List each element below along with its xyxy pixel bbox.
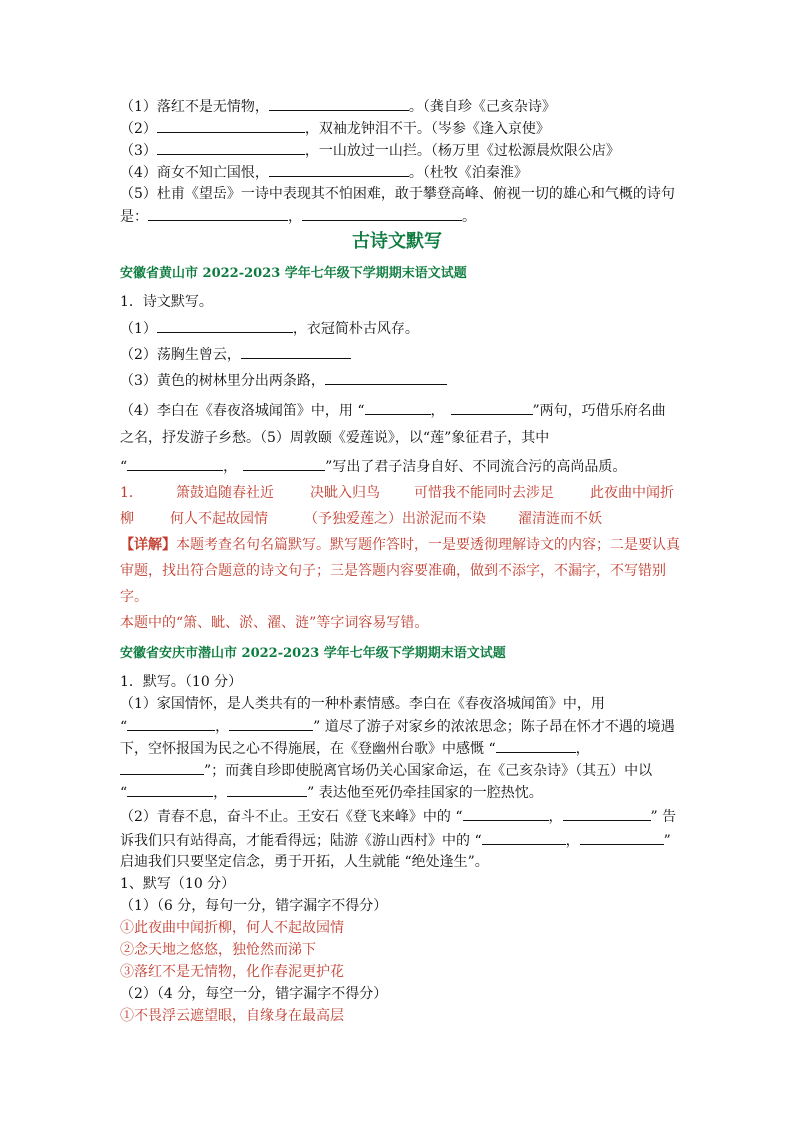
answer-blank[interactable] [127,456,223,471]
s2-para-line-8: 启迪我们只要坚定信念，勇于开拓，人生就能 “绝处逢生”。 [120,854,489,870]
question-5-answer-line [120,206,476,227]
question-text: （4）李白在《春夜洛城闻笛》中，用 “ [120,403,365,419]
answer-number: 1． [120,485,143,501]
s1-line-5: 之名，抒发游子乡愁。（5）周敦颐《爱莲说》，以“莲”象征君子，其中 [120,430,550,446]
question-text: ， [548,809,563,825]
source-heading-1: 安徽省黄山市 2022-2023 学年七年级下学期期末语文试题 [120,266,467,281]
question-text: ” 道尽了游子对家乡的浓浓思念；陈子昂在怀才不遇的境遇 [313,719,675,735]
question-text: 是： [120,209,148,225]
question-text: ，一山放过一山拦。（杨万里《过松源晨炊限公店》 [304,143,620,159]
answer-item: 柳 [120,511,134,527]
s1-line-2 [120,344,351,365]
s1-line-6 [120,456,626,477]
detail-text: 本题考查名句名篇默写。默写题作答时，一是要透彻理解诗文的内容；二是要认真 [176,537,680,553]
answer-blank[interactable] [269,162,409,177]
answer-item: 决眦入归鸟 [310,485,380,501]
question-text: （2） [120,121,157,137]
question-5 [120,184,675,204]
question-text: ，双袖龙钟泪不干。（岑参《逢入京使》 [304,121,550,137]
question-text: “ [120,719,128,735]
answer-blank[interactable] [580,830,664,845]
s2-answer-line: ①不畏浮云遮望眼，自缘身在最高层 [120,1008,344,1024]
s1-line-3 [120,370,447,391]
question-text: ”两句，巧借乐府名曲 [532,403,666,419]
answer-blank[interactable] [269,96,409,111]
question-text: ” 表达他至死仍牵挂国家的一腔热忱。 [307,785,543,801]
answer-blank[interactable] [482,830,566,845]
question-text: （2）青春不息，奋斗不止。王安石《登飞来峰》中的 “ [120,809,463,825]
question-2 [120,118,550,139]
question-text: ， [430,403,445,419]
question-text: ， [288,209,302,225]
question-text: （4）商女不知亡国恨， [120,165,269,181]
question-text: 。（杜牧《泊秦淮》 [408,165,528,181]
question-text: ” [663,833,671,849]
answer-blank[interactable] [563,806,651,821]
answer-blank[interactable] [463,806,549,821]
s2-answer-line: （1）（6 分，每句一分，错字漏字不得分） [120,898,388,914]
answer-blank[interactable] [229,716,313,731]
question-text: ” 告 [650,809,677,825]
question-text: （5）杜甫《望岳》一诗中表现其不怕困难，敢于攀登高峰、俯视一切的雄心和气概的诗句 [120,186,675,202]
question-text: 下，空怀报国为民之心不得施展，在《登幽州台歌》中感慨 “ [120,741,496,757]
s2-answer-line: （2）（4 分，每空一分，错字漏字不得分） [120,986,388,1002]
question-text: “ [120,459,128,475]
detail-text: 审题，找出符合题意的诗文句子；三是答题内容要准确，做到不添字，不漏字，不写错别字。 [120,563,666,605]
question-4 [120,162,528,183]
answer-blank[interactable] [365,400,431,415]
answer-blank[interactable] [241,344,351,359]
question-text: ”写出了君子洁身自好、不同流合污的高尚品质。 [325,459,627,475]
detail-text: 本题中的“箫、眦、淤、濯、涟”等字词容易写错。 [120,615,429,631]
detail-tag: 【详解】 [120,537,176,553]
s2-para-line-4 [120,760,652,781]
question-text: ， [215,719,230,735]
s2-answer-title: 1、默写（10 分） [120,876,236,892]
s1-detail [120,532,680,636]
answer-blank[interactable] [302,206,462,221]
s1-line-4 [120,400,666,421]
question-text: （3）黄色的树林里分出两条路， [120,373,325,389]
answer-blank[interactable] [496,738,576,753]
s2-para-line-2 [120,716,675,737]
answer-item: 此夜曲中闻折 [590,485,674,501]
answer-blank[interactable] [148,206,288,221]
question-text: 诉我们只有站得高，才能看得远；陆游《游山西村》中的 “ [120,833,482,849]
answer-item: 箫鼓追随春社近 [176,485,274,501]
s1-question-title: 1．诗文默写。 [120,294,213,310]
question-text: （2）荡胸生曾云， [120,347,241,363]
s2-answer-line: ②念天地之悠悠，独怆然而涕下 [120,942,316,958]
s2-para-line-6 [120,806,676,827]
answer-blank[interactable] [157,118,305,133]
question-text: ， [575,741,590,757]
answer-blank[interactable] [243,456,325,471]
answer-item: 濯清涟而不妖 [518,511,602,527]
s2-answer-line: ③落红不是无情物，化作春泥更护花 [120,964,344,980]
question-text: ， [223,459,238,475]
s2-para-line-3 [120,738,590,759]
s2-para-line-1: （1）家国情怀，是人类共有的一种朴素情感。李白在《春夜洛城闻笛》中，用 [120,696,605,712]
question-text: ”；而龚自珍即使脱离官场仍关心国家命运，在《己亥杂诗》（其五）中以 [204,763,653,779]
answer-blank[interactable] [325,370,447,385]
answer-blank[interactable] [227,782,307,797]
question-text: 。（龚自珍《己亥杂诗》 [408,99,556,115]
question-text: （1） [120,321,157,337]
question-text: ， [213,785,228,801]
section-title: 古诗文默写 [352,231,442,252]
s2-para-line-7 [120,830,671,851]
answer-blank[interactable] [157,140,305,155]
question-text: ，衣冠简朴古风存。 [292,321,419,337]
s2-answer-line: ①此夜曲中闻折柳，何人不起故园情 [120,920,344,936]
answer-blank[interactable] [157,318,293,333]
answer-item: 何人不起故园情 [170,511,268,527]
source-heading-2: 安徽省安庆市潜山市 2022-2023 学年七年级下学期期末语文试题 [120,646,506,661]
question-3 [120,140,620,161]
answer-item: （予独爱莲之）出淤泥而不染 [304,511,486,527]
answer-item: 可惜我不能同时去涉足 [414,485,554,501]
question-text: “ [120,785,128,801]
question-text: （3） [120,143,157,159]
answer-blank[interactable] [127,782,213,797]
answer-blank[interactable] [127,716,215,731]
answer-blank[interactable] [120,760,204,775]
question-text: （1）落红不是无情物， [120,99,269,115]
s2-question-title: 1．默写。（10 分） [120,674,243,690]
question-text: 。 [462,209,476,225]
s1-line-1 [120,318,419,339]
question-text: ， [565,833,580,849]
answer-blank[interactable] [451,400,533,415]
s2-para-line-5 [120,782,543,803]
question-1 [120,96,556,117]
